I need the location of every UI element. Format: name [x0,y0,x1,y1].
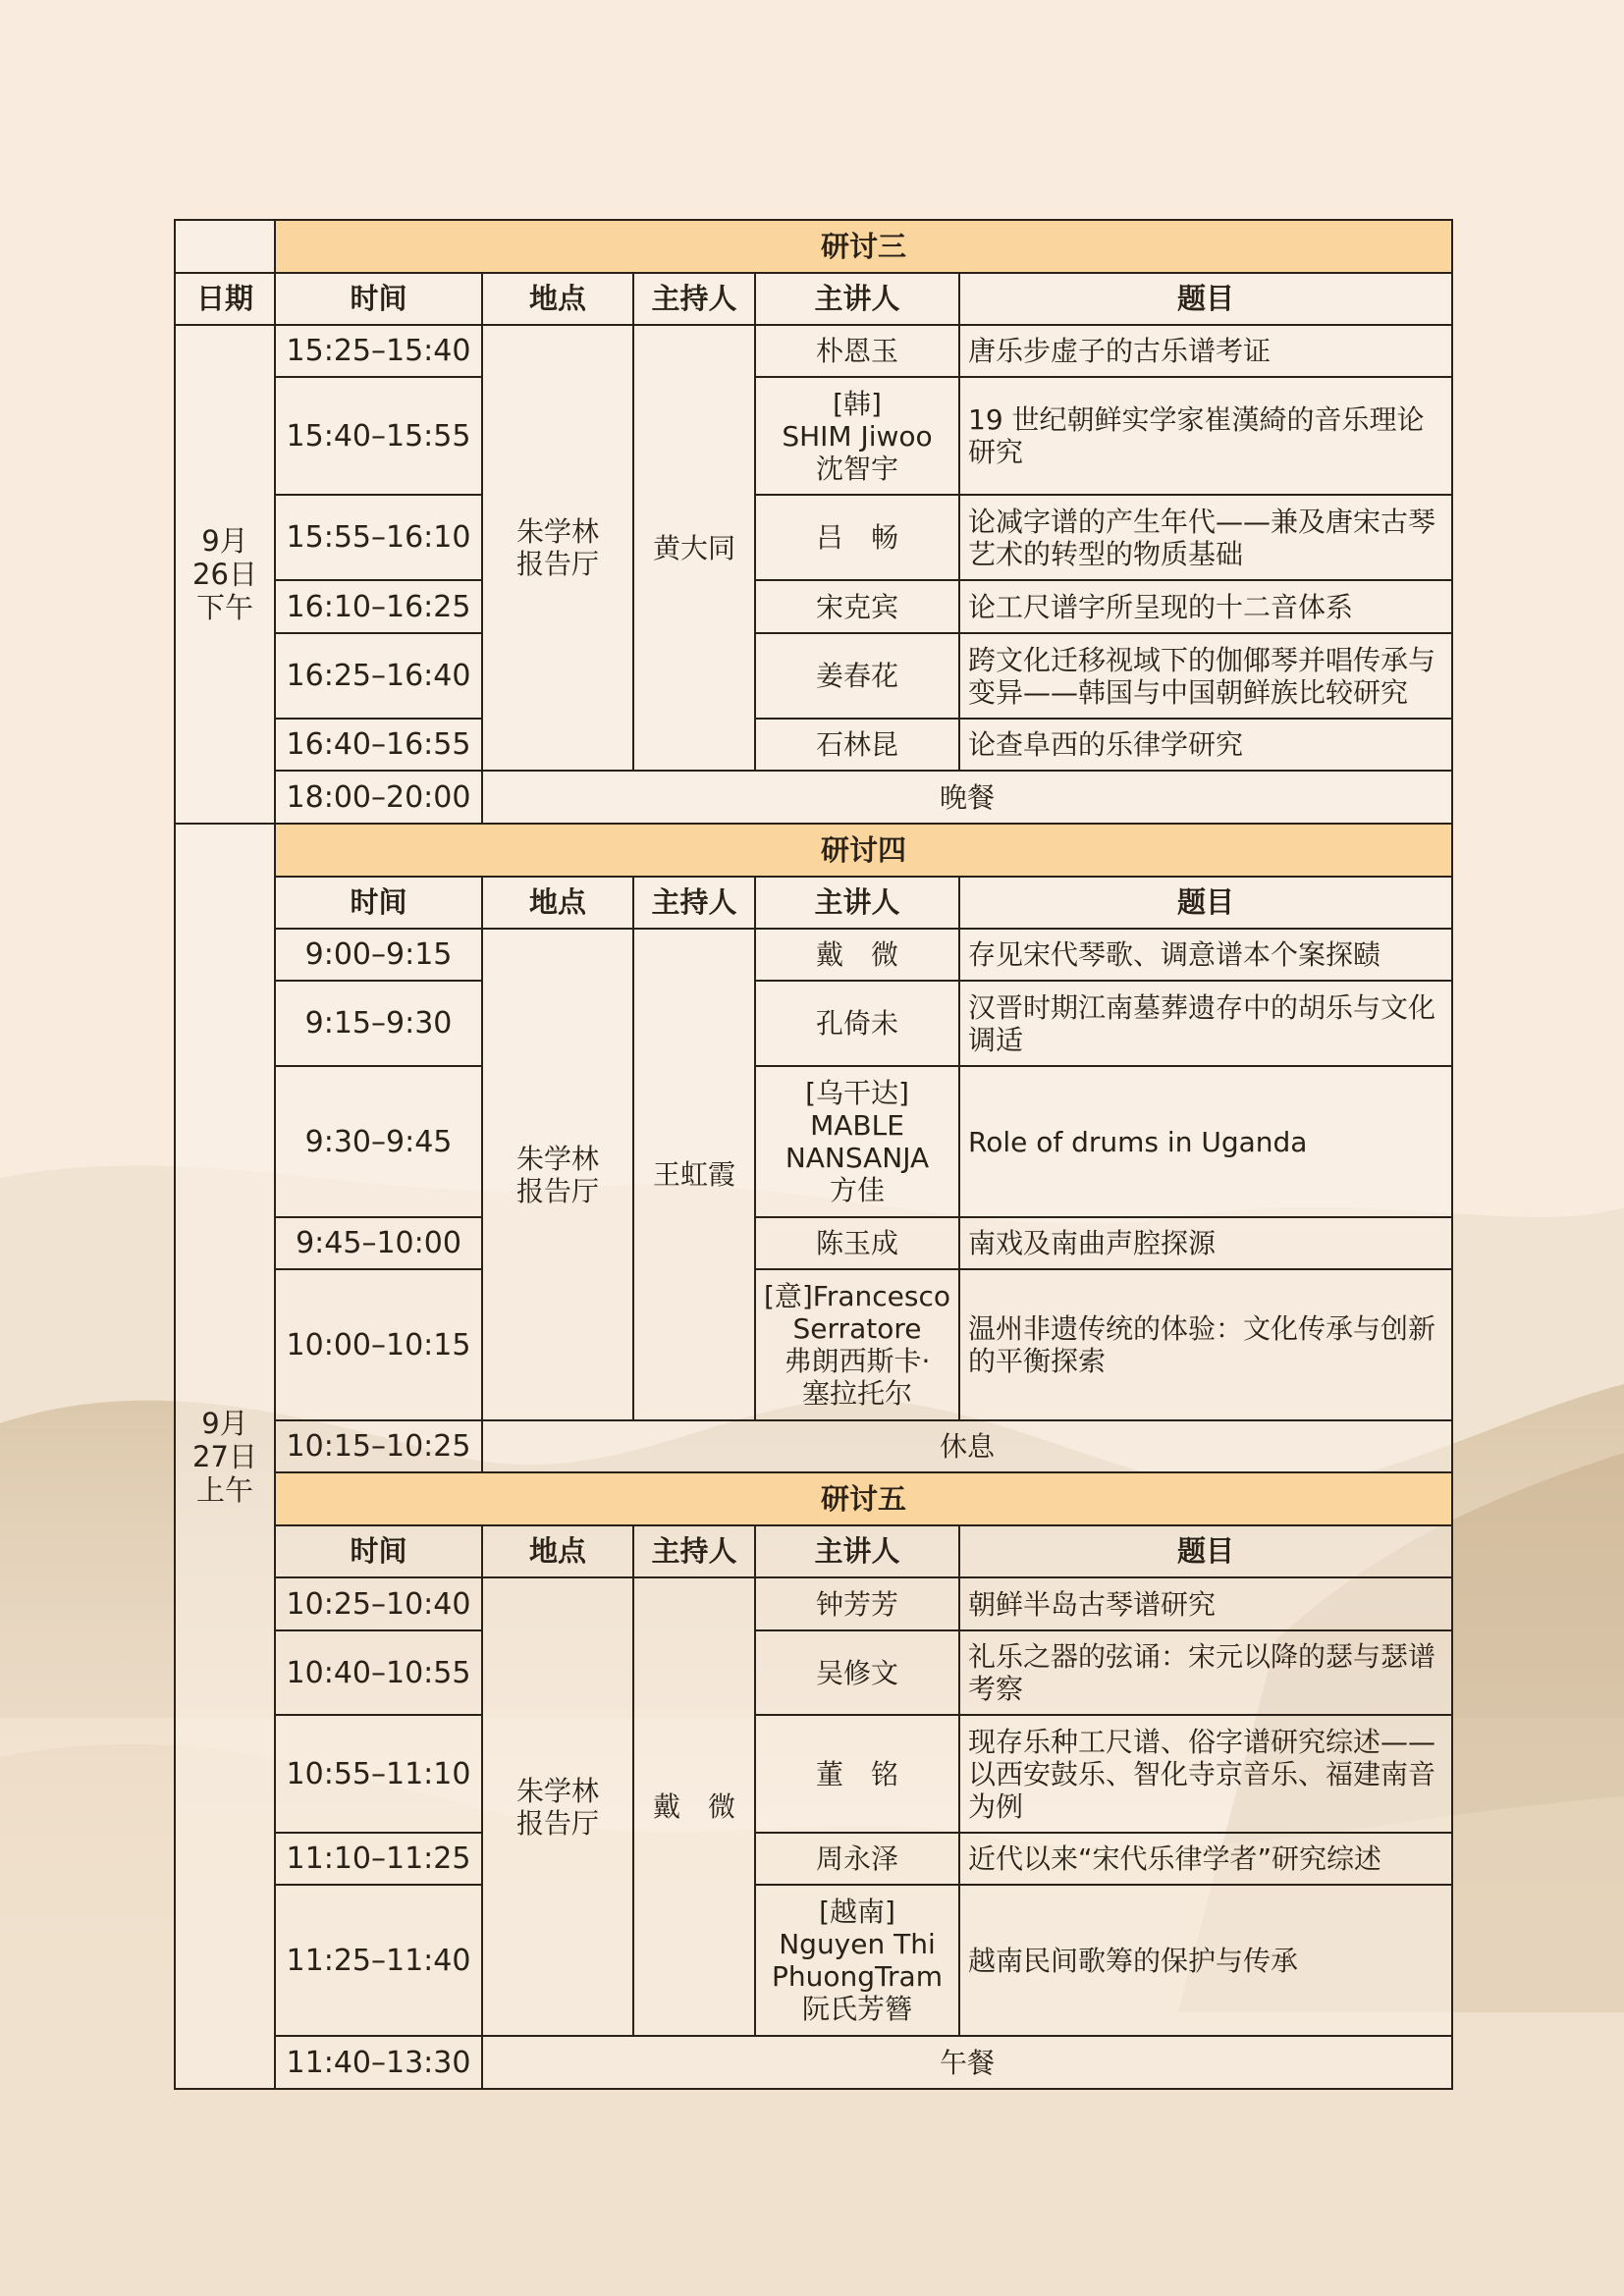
speaker-cell [755,1217,959,1269]
venue-line: 报告厅 [515,548,599,580]
speaker-cell [755,1885,959,2036]
speaker-line: [意]Francesco [763,1280,951,1312]
speaker-line: 吴修文 [815,1656,898,1689]
venue-line: 报告厅 [515,1174,599,1207]
speaker-cell [755,1577,959,1630]
speaker-cell [755,1269,959,1420]
topic-cell: 论工尺谱字所呈现的十二音体系 [959,580,1452,633]
break-label: 午餐 [482,2036,1452,2089]
header-host: 主持人 [633,877,755,929]
topic-cell: 跨文化迁移视域下的伽倻琴并唱传承与变异——韩国与中国朝鲜族比较研究 [959,633,1452,719]
session-title: 研讨四 [275,824,1452,877]
date-line: 9月 [201,524,248,558]
speaker-line: 姜春花 [815,660,898,692]
header-venue: 地点 [482,877,633,929]
break-row [175,1420,1452,1472]
table-row [175,929,1452,981]
header-venue: 地点 [482,1525,633,1577]
time-cell: 10:55–11:10 [275,1715,482,1833]
time-cell: 9:15–9:30 [275,981,482,1066]
speaker-line: 周永泽 [815,1842,898,1875]
header-time: 时间 [275,877,482,929]
header-row [175,877,1452,929]
date-cell [175,824,275,2089]
topic-cell: 温州非遗传统的体验：文化传承与创新的平衡探索 [959,1269,1452,1420]
speaker-cell [755,580,959,633]
time-cell: 16:40–16:55 [275,719,482,771]
speaker-line: Serratore [792,1312,922,1345]
speaker-cell [755,1066,959,1217]
topic-cell: 朝鲜半岛古琴谱研究 [959,1577,1452,1630]
break-row [175,2036,1452,2089]
venue-cell [482,325,633,771]
topic-cell: Role of drums in Uganda [959,1066,1452,1217]
time-cell: 9:30–9:45 [275,1066,482,1217]
table-row [175,1066,1452,1217]
speaker-line: 朴恩玉 [815,335,898,367]
speaker-cell [755,377,959,495]
header-speaker: 主讲人 [755,877,959,929]
header-speaker: 主讲人 [755,1525,959,1577]
speaker-cell [755,1833,959,1885]
time-cell: 15:55–16:10 [275,495,482,580]
header-time: 时间 [275,273,482,325]
time-cell: 11:10–11:25 [275,1833,482,1885]
table-row [175,1217,1452,1269]
venue-line: 朱学林 [515,1142,599,1175]
table-row [175,719,1452,771]
speaker-cell [755,495,959,580]
speaker-line: [韩] [833,387,882,420]
speaker-line: 方佳 [829,1174,885,1206]
session-title: 研讨三 [275,220,1452,273]
speaker-line: [乌干达] [805,1077,909,1109]
date-cell [175,325,275,824]
header-topic: 题目 [959,273,1452,325]
date-line: 27日 [192,1439,257,1473]
schedule-table [174,219,1453,2090]
speaker-cell [755,981,959,1066]
header-date: 日期 [175,273,275,325]
time-cell: 11:40–13:30 [275,2036,482,2089]
speaker-cell [755,929,959,981]
speaker-line: [越南] [819,1896,895,1928]
header-topic: 题目 [959,877,1452,929]
header-topic: 题目 [959,1525,1452,1577]
speaker-line: 钟芳芳 [815,1587,898,1621]
speaker-line: 弗朗西斯卡· [784,1345,931,1377]
time-cell: 18:00–20:00 [275,771,482,824]
table-row [175,1833,1452,1885]
venue-cell [482,929,633,1420]
date-line: 上午 [195,1472,253,1507]
session-5-banner-row [175,1472,1452,1525]
blank-corner-cell [175,220,275,273]
time-cell: 10:40–10:55 [275,1630,482,1715]
speaker-cell [755,719,959,771]
speaker-line: MABLE [810,1109,904,1142]
time-cell: 10:25–10:40 [275,1577,482,1630]
time-cell: 9:45–10:00 [275,1217,482,1269]
topic-cell: 越南民间歌筹的保护与传承 [959,1885,1452,2036]
speaker-line: 陈玉成 [815,1227,898,1259]
time-cell: 11:25–11:40 [275,1885,482,2036]
speaker-cell [755,325,959,377]
session-title: 研讨五 [275,1472,1452,1525]
speaker-line: NANSANJA [785,1142,930,1174]
table-row [175,377,1452,495]
speaker-line: PhuongTram [772,1960,943,1993]
venue-cell [482,1577,633,2036]
header-speaker: 主讲人 [755,273,959,325]
table-row [175,981,1452,1066]
venue-line: 报告厅 [515,1806,599,1840]
host-cell: 王虹霞 [633,929,755,1420]
header-host: 主持人 [633,273,755,325]
topic-cell: 南戏及南曲声腔探源 [959,1217,1452,1269]
table-row [175,325,1452,377]
table-row [175,1577,1452,1630]
table-row [175,580,1452,633]
time-cell: 16:10–16:25 [275,580,482,633]
header-row [175,273,1452,325]
session-3-banner-row [175,220,1452,273]
speaker-line: 吕 畅 [815,521,898,554]
speaker-line: 孔倚未 [815,1007,898,1040]
speaker-line: 宋克宾 [815,590,898,623]
date-line: 下午 [195,591,253,624]
speaker-cell [755,633,959,719]
speaker-line: 戴 微 [815,938,898,971]
header-host: 主持人 [633,1525,755,1577]
date-line: 26日 [192,558,257,591]
time-cell: 15:40–15:55 [275,377,482,495]
speaker-line: 石林昆 [815,728,898,761]
speaker-line: SHIM Jiwoo [782,419,933,453]
venue-line: 朱学林 [515,1774,599,1807]
speaker-cell [755,1630,959,1715]
header-time: 时间 [275,1525,482,1577]
time-cell: 16:25–16:40 [275,633,482,719]
topic-cell: 论查阜西的乐律学研究 [959,719,1452,771]
time-cell: 9:00–9:15 [275,929,482,981]
topic-cell: 近代以来“宋代乐律学者”研究综述 [959,1833,1452,1885]
topic-cell: 现存乐种工尺谱、俗字谱研究综述——以西安鼓乐、智化寺京音乐、福建南音为例 [959,1715,1452,1833]
session-4-banner-row [175,824,1452,877]
venue-line: 朱学林 [515,515,599,548]
topic-cell: 19 世纪朝鲜实学家崔漢綺的音乐理论研究 [959,377,1452,495]
topic-cell: 论减字谱的产生年代——兼及唐宋古琴艺术的转型的物质基础 [959,495,1452,580]
time-cell: 10:00–10:15 [275,1269,482,1420]
table-row [175,1715,1452,1833]
table-row [175,495,1452,580]
break-row [175,771,1452,824]
topic-cell: 礼乐之器的弦诵：宋元以降的瑟与瑟谱考察 [959,1630,1452,1715]
table-row [175,1630,1452,1715]
speaker-line: Nguyen Thi [779,1928,936,1960]
break-label: 休息 [482,1420,1452,1472]
table-row [175,1885,1452,2036]
topic-cell: 汉晋时期江南墓葬遗存中的胡乐与文化调适 [959,981,1452,1066]
topic-cell: 存见宋代琴歌、调意谱本个案探赜 [959,929,1452,981]
host-cell: 戴 微 [633,1577,755,2036]
speaker-cell [755,1715,959,1833]
speaker-line: 董 铭 [815,1757,898,1790]
speaker-line: 阮氏芳簪 [801,1993,912,2025]
table-row [175,633,1452,719]
topic-cell: 唐乐步虚子的古乐谱考证 [959,325,1452,377]
time-cell: 15:25–15:40 [275,325,482,377]
speaker-line: 塞拉托尔 [801,1377,912,1410]
break-label: 晚餐 [482,771,1452,824]
date-line: 9月 [201,1406,248,1440]
table-row [175,1269,1452,1420]
header-venue: 地点 [482,273,633,325]
speaker-line: 沈智宇 [815,452,898,485]
host-cell: 黄大同 [633,325,755,771]
time-cell: 10:15–10:25 [275,1420,482,1472]
header-row [175,1525,1452,1577]
